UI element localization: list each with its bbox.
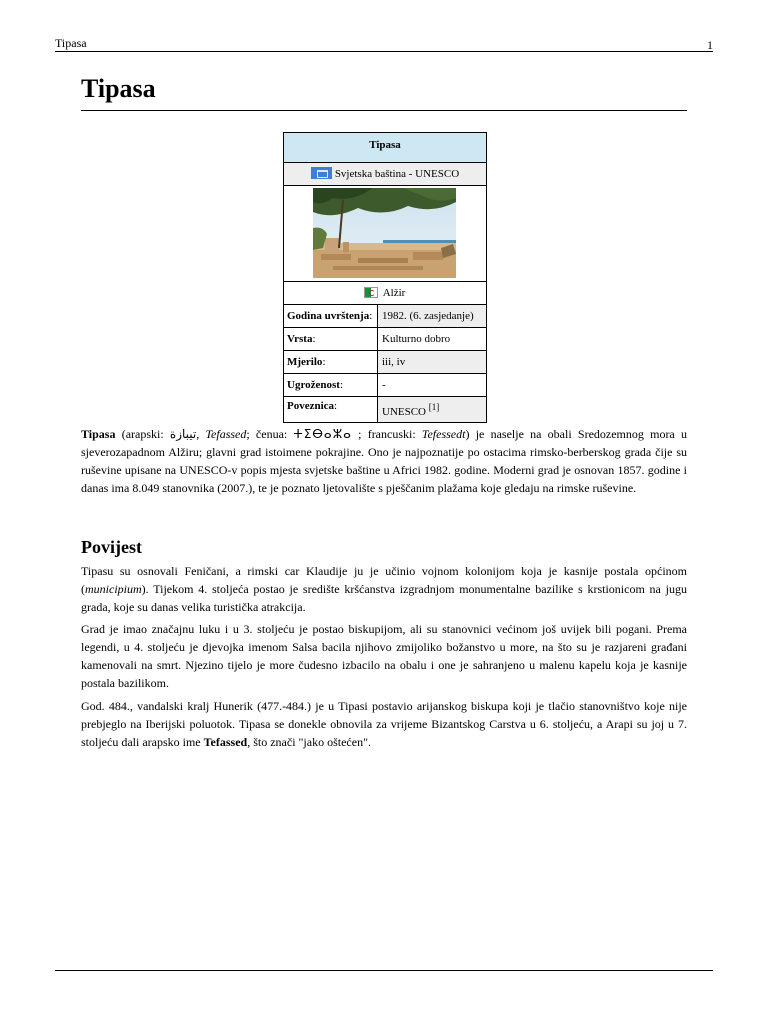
infobox-row-value: [378, 397, 486, 422]
running-header: [55, 36, 713, 52]
history-paragraph-1: Tipasu su osnovali Feničani, a rimski car Klaudije ju je učinio vojnom kolonijom koja je kasnije postala općinom (municipium). Tijekom 4. stoljeća postao je središte kršćanstva izgradnjom monumentalne bazilike s krstionicom na jugu grada, koje su danas velika turistička atrakcija.: [81, 564, 687, 614]
unesco-link[interactable]: UNESCO: [382, 406, 427, 418]
infobox-row-value: iii, iv: [378, 351, 486, 373]
title-divider: [81, 110, 687, 111]
infobox-row-key: Vrsta:: [284, 328, 378, 350]
infobox-row-value: 1982. (6. zasjedanje): [378, 305, 486, 327]
infobox-row-key: Mjerilo:: [284, 351, 378, 373]
infobox: [283, 132, 487, 423]
infobox-row: [284, 374, 486, 397]
history-paragraph-2: Grad je imao značajnu luku i u 3. stoljeću je postao biskupijom, ali su stanovnici većinom još uvijek bili pogani. Prema legendi, u 4. stoljeću je djevojka imenom Salsa bacila njihovo zmijoliko božanstvo u more, na što su je razjareni građani kamenovali na smrt. Njezino tijelo je more čudesno izbacilo na obalu i one je sahranjeno u malenu kapelu koja je kasnije postala bazilikom.: [81, 622, 687, 690]
footer-divider: [55, 970, 713, 971]
tifinagh-name: ⵜⵉⴱⴰⵣⴰ: [293, 427, 352, 441]
infobox-heritage-row: [284, 163, 486, 186]
running-header-title: Tipasa: [55, 36, 87, 50]
page-title: Tipasa: [81, 74, 156, 103]
tipasa-ruins-photo: [313, 188, 456, 278]
infobox-country-row: [284, 282, 486, 305]
infobox-row: [284, 328, 486, 351]
infobox-row-value: -: [378, 374, 486, 396]
infobox-heritage-label: Svjetska baština - UNESCO: [334, 168, 460, 180]
infobox-row-key: Godina uvrštenja:: [284, 305, 378, 327]
infobox-row: [284, 305, 486, 328]
infobox-country[interactable]: Alžir: [382, 287, 406, 299]
infobox-title: Tipasa: [284, 133, 486, 163]
infobox-row: [284, 351, 486, 374]
history-paragraph-3: God. 484., vandalski kralj Hunerik (477.-484.) je u Tipasi postavio arijanskog biskupa koji je tlačio stanovništvo koje nije prebjeglo na Iberijski poluotok. Tipasa se donekle obnovila za vrijeme Bizantskog Carstva u 6. stoljeću, a Arapi su joj u 7. stoljeću dali arapsko ime Tefassed, što znači "jako oštećen".: [81, 699, 687, 749]
reference-link[interactable]: [1]: [428, 402, 440, 412]
algeria-flag-icon: [365, 288, 377, 297]
intro-paragraph: Tipasa (arapski: تيبازة, Tefassed; čenua: ⵜⵉⴱⴰⵣⴰ ; francuski: Tefessedt) je naselje na obali Sredozemnog mora u sjeverozapadnom Alžiru; glavni grad istoimene pokrajine. Ono je najpoznatije po ostacima rimsko-berberskog grada čije su ruševine upisane na UNESCO-v popis mjesta svjetske baštine u Africi 1982. godine. Moderni grad je osnovan 1857. godine i danas ima 8.049 stanovnika (2007.), te je poznato ljetovalište s pješčanim plažama koje gledaju na rimske ruševine.: [81, 427, 687, 495]
infobox-row-key: Poveznica:: [284, 397, 378, 422]
section-heading-history: Povijest: [81, 537, 142, 557]
infobox-row-value[interactable]: Kulturno dobro: [378, 328, 486, 350]
unesco-emblem-icon: [311, 167, 332, 179]
infobox-photo[interactable]: [284, 186, 486, 282]
arabic-name: تيبازة: [169, 427, 197, 441]
page-number: 1: [707, 38, 713, 52]
infobox-row-key: Ugroženost:: [284, 374, 378, 396]
infobox-row: [284, 397, 486, 422]
